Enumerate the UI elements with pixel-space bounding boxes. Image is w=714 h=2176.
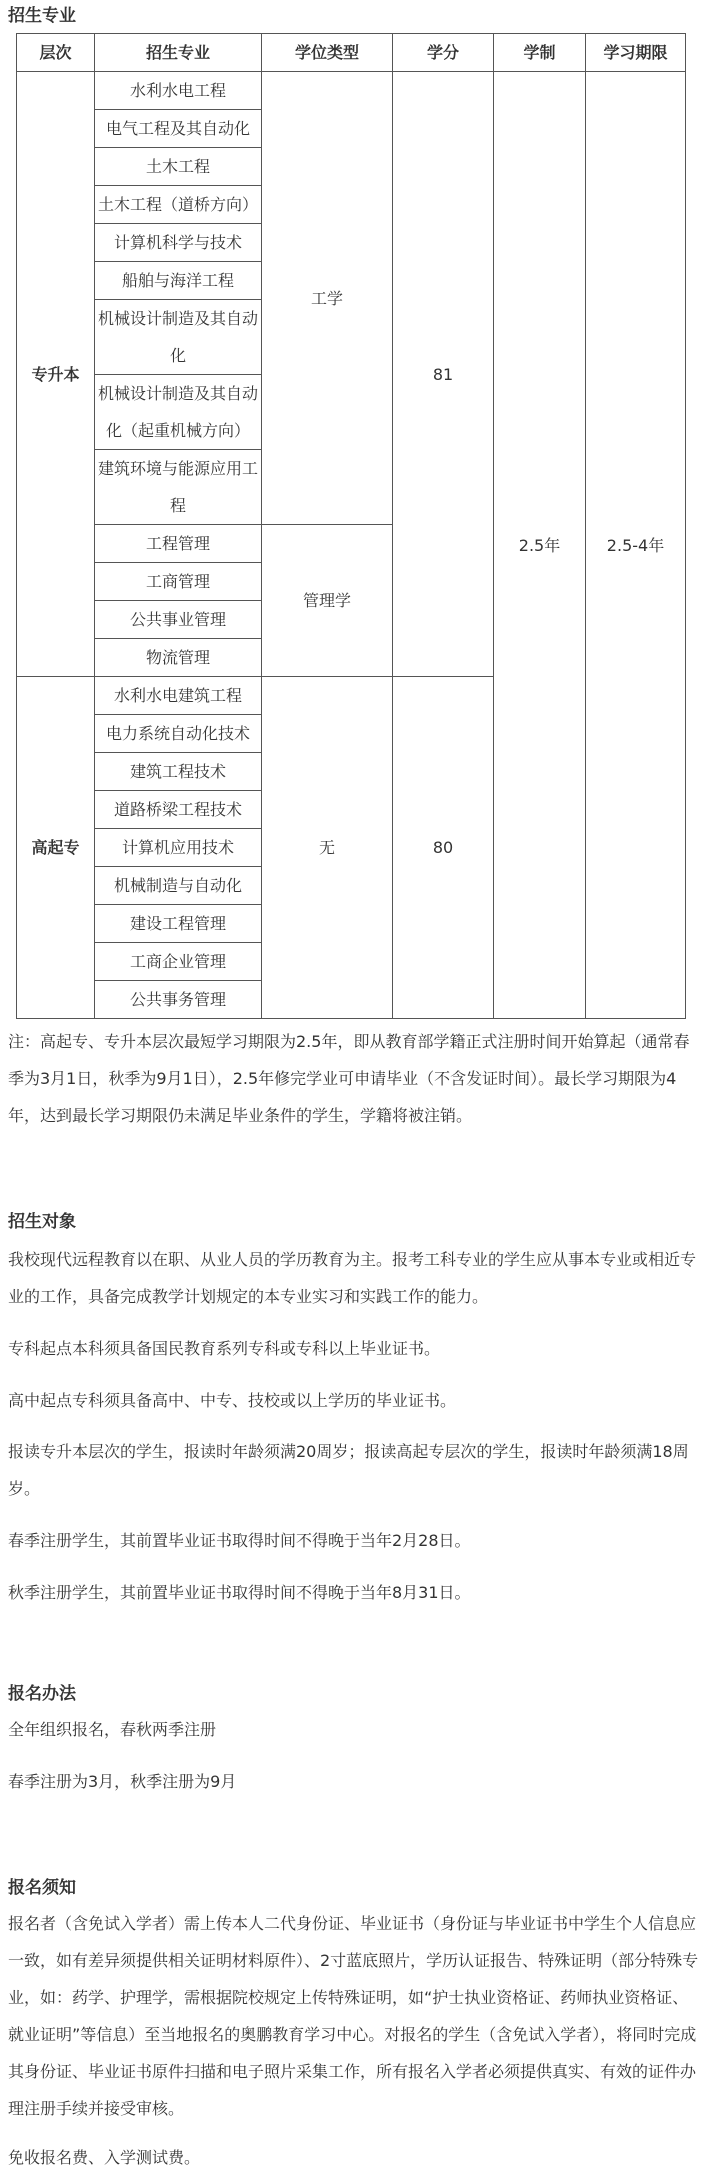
major-cell: 电力系统自动化技术 bbox=[95, 715, 262, 753]
major-cell: 水利水电建筑工程 bbox=[95, 677, 262, 715]
major-cell: 土木工程 bbox=[95, 148, 262, 186]
major-cell: 机械设计制造及其自动化（起重机械方向） bbox=[95, 375, 262, 450]
major-cell: 建设工程管理 bbox=[95, 905, 262, 943]
header-duration: 学习期限 bbox=[586, 34, 686, 72]
major-cell: 工程管理 bbox=[95, 525, 262, 563]
major-cell: 计算机应用技术 bbox=[95, 829, 262, 867]
header-system: 学制 bbox=[494, 34, 586, 72]
duration-value: 2.5-4年 bbox=[586, 72, 686, 1019]
table-header-row bbox=[17, 34, 686, 72]
header-level: 层次 bbox=[17, 34, 95, 72]
major-cell: 电气工程及其自动化 bbox=[95, 110, 262, 148]
method-paragraph: 全年组织报名，春秋两季注册 bbox=[8, 1720, 217, 1739]
credits-vocational: 80 bbox=[393, 677, 494, 1019]
major-cell: 水利水电工程 bbox=[95, 72, 262, 110]
level-vocational: 高起专 bbox=[17, 677, 95, 1019]
major-cell: 工商企业管理 bbox=[95, 943, 262, 981]
target-paragraph: 高中起点专科须具备高中、中专、技校或以上学历的毕业证书。 bbox=[8, 1391, 457, 1410]
degree-management: 管理学 bbox=[262, 525, 393, 677]
major-cell: 土木工程（道桥方向） bbox=[95, 186, 262, 224]
major-cell: 建筑工程技术 bbox=[95, 753, 262, 791]
major-cell: 工商管理 bbox=[95, 563, 262, 601]
target-paragraph: 报读专升本层次的学生，报读时年龄须满20周岁；报读高起专层次的学生，报读时年龄须满18周岁。 bbox=[8, 1442, 689, 1498]
section-title-targets: 招生对象 bbox=[8, 1212, 76, 1232]
target-paragraph: 我校现代远程教育以在职、从业人员的学历教育为主。报考工科专业的学生应从事本专业或相近专业的工作，具备完成教学计划规定的本专业实习和实践工作的能力。 bbox=[8, 1250, 697, 1306]
notice-paragraph: 免收报名费、入学测试费。 bbox=[8, 2148, 201, 2167]
target-paragraph: 春季注册学生，其前置毕业证书取得时间不得晚于当年2月28日。 bbox=[8, 1531, 471, 1550]
major-cell: 机械制造与自动化 bbox=[95, 867, 262, 905]
major-cell: 计算机科学与技术 bbox=[95, 224, 262, 262]
major-cell: 船舶与海洋工程 bbox=[95, 262, 262, 300]
major-cell: 公共事业管理 bbox=[95, 601, 262, 639]
majors-table bbox=[16, 33, 686, 1019]
table-row bbox=[17, 72, 686, 110]
major-cell: 机械设计制造及其自动化 bbox=[95, 300, 262, 375]
target-paragraph: 秋季注册学生，其前置毕业证书取得时间不得晚于当年8月31日。 bbox=[8, 1583, 471, 1602]
level-upgrade: 专升本 bbox=[17, 72, 95, 677]
degree-engineering: 工学 bbox=[262, 72, 393, 525]
table-note: 注：高起专、专升本层次最短学习期限为2.5年，即从教育部学籍正式注册时间开始算起（通常春季为3月1日，秋季为9月1日），2.5年修完学业可申请毕业（不含发证时间）。最长学习期限为4年，达到最长学习期限仍未满足毕业条件的学生，学籍将被注销。 bbox=[8, 1032, 690, 1125]
major-cell: 道路桥梁工程技术 bbox=[95, 791, 262, 829]
header-degree: 学位类型 bbox=[262, 34, 393, 72]
section-title-method: 报名办法 bbox=[8, 1684, 76, 1704]
major-cell: 物流管理 bbox=[95, 639, 262, 677]
major-cell: 建筑环境与能源应用工程 bbox=[95, 450, 262, 525]
header-credits: 学分 bbox=[393, 34, 494, 72]
method-paragraph: 春季注册为3月，秋季注册为9月 bbox=[8, 1772, 237, 1791]
section-title-majors: 招生专业 bbox=[8, 6, 76, 26]
credits-upgrade: 81 bbox=[393, 72, 494, 677]
header-major: 招生专业 bbox=[95, 34, 262, 72]
system-value: 2.5年 bbox=[494, 72, 586, 1019]
section-title-notice: 报名须知 bbox=[8, 1878, 76, 1898]
degree-none: 无 bbox=[262, 677, 393, 1019]
major-cell: 公共事务管理 bbox=[95, 981, 262, 1019]
target-paragraph: 专科起点本科须具备国民教育系列专科或专科以上毕业证书。 bbox=[8, 1339, 441, 1358]
notice-paragraph: 报名者（含免试入学者）需上传本人二代身份证、毕业证书（身份证与毕业证书中学生个人信息应一致，如有差异须提供相关证明材料原件）、2寸蓝底照片，学历认证报告、特殊证明（部分特殊专业，如：药学、护理学，需根据院校规定上传特殊证明，如“护士执业资格证、药师执业资格证、就业证明”等信息）至当地报名的奥鹏教育学习中心。对报名的学生（含免试入学者），将同时完成其身份证、毕业证书原件扫描和电子照片采集工作，所有报名入学者必须提供真实、有效的证件办理注册手续并接受审核。 bbox=[8, 1914, 699, 2118]
